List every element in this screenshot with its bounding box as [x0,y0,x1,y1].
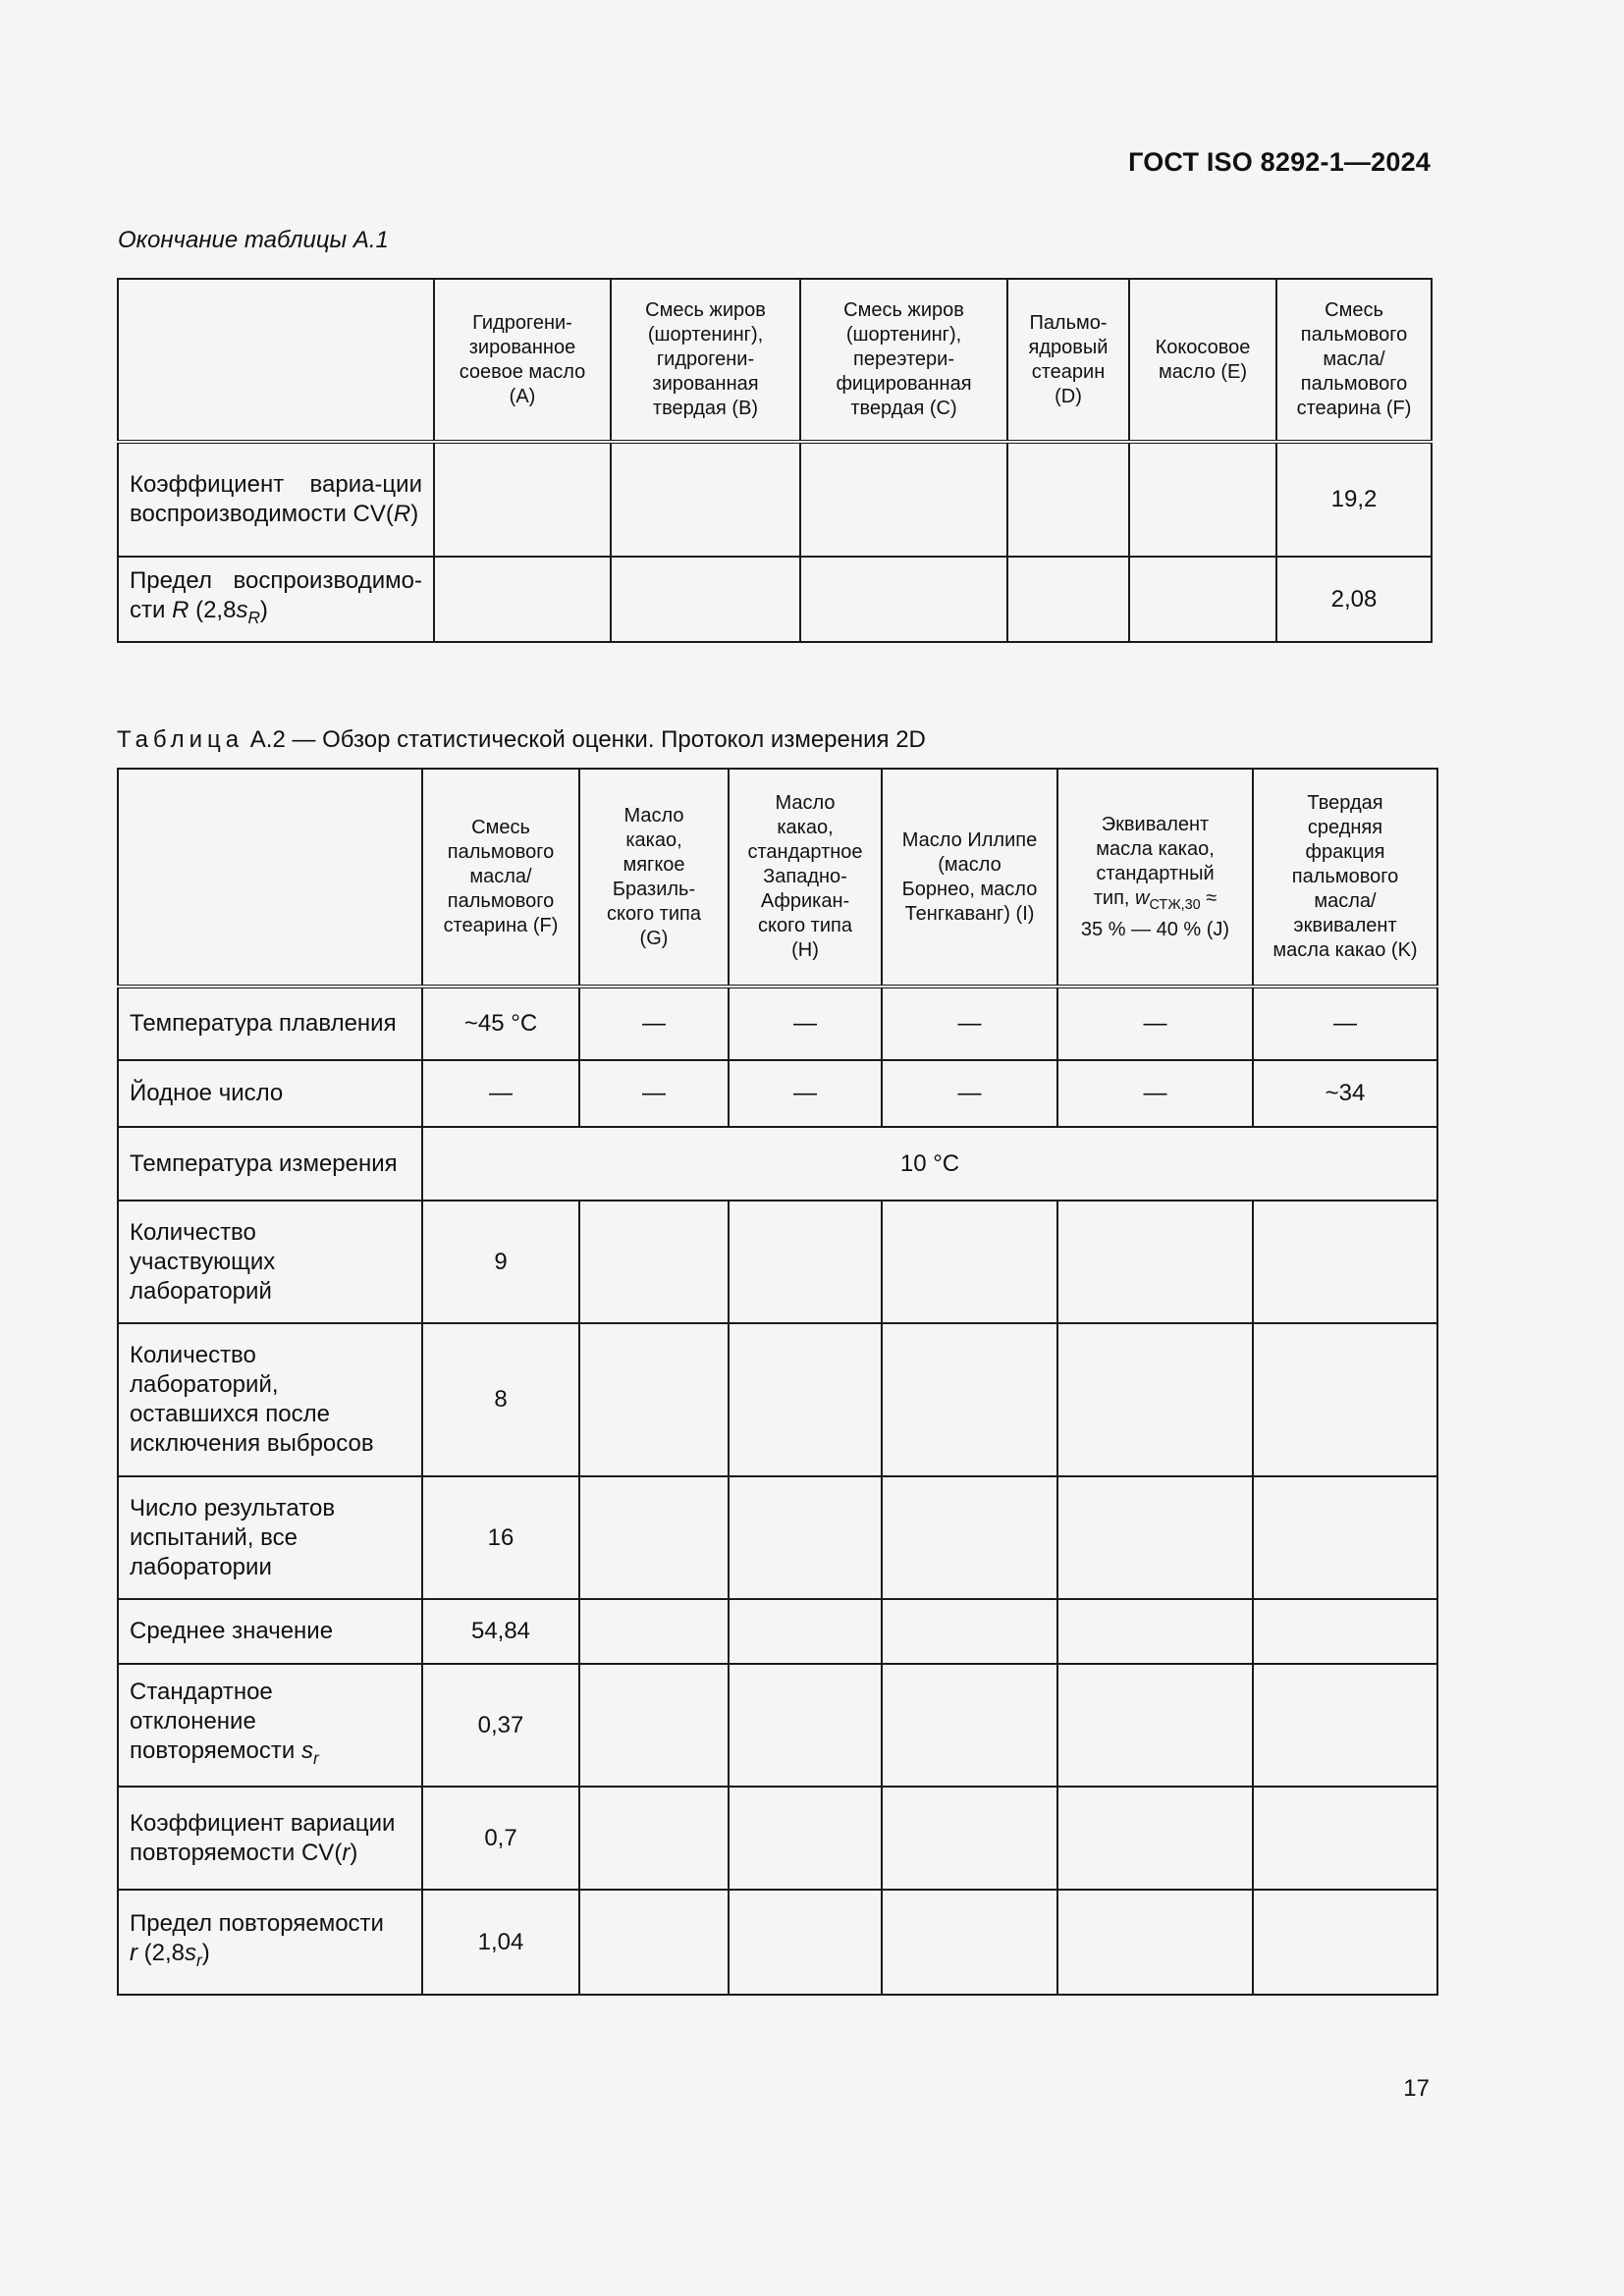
text-fragment: r [342,1839,351,1866]
table-row [118,1787,1437,1890]
table-cell [1276,557,1432,642]
text-fragment: — [1143,1080,1167,1106]
text-fragment: ) [259,597,268,624]
table-a2-caption-text: А.2 — Обзор статистической оценки. Протокол измерения 2D [249,726,926,753]
text-fragment: — [957,1080,982,1106]
table-row [118,1664,1437,1787]
row-label [118,1476,422,1599]
table-cell [729,1787,882,1890]
column-header [118,279,434,442]
text-fragment: Йодное число [130,1080,284,1106]
table-cell [729,1060,882,1127]
column-header [118,769,422,987]
table-cell [882,1599,1057,1664]
table-cell [882,1060,1057,1127]
column-header [1057,769,1253,987]
text-fragment: ≈ 35 % — 40 % (J) [1080,886,1230,940]
text-fragment: (2,8 [189,597,237,624]
text-fragment: Смесь пальмового масла/ пальмового стеарина (F) [443,817,559,936]
table-a2 [117,768,1438,1996]
table-cell [579,1201,729,1323]
table-row [118,442,1432,557]
table-row [118,1201,1437,1323]
text-fragment: Температура плавления [130,1010,397,1037]
table-cell [434,557,611,642]
table-cell [579,987,729,1060]
table-cell [1057,1060,1253,1127]
table-cell [882,1476,1057,1599]
table-cell [729,1476,882,1599]
text-fragment: ) [410,501,419,527]
text-fragment: — [489,1080,513,1106]
table-cell [422,987,579,1060]
table-a1-continuation [117,278,1433,643]
table-cell [1253,1201,1437,1323]
table-cell [422,1787,579,1890]
text-fragment: R [393,501,411,527]
table-cell [1057,1890,1253,1995]
column-header [1276,279,1432,442]
row-label [118,1787,422,1890]
column-header [434,279,611,442]
table-cell [1129,442,1276,557]
table-cell [611,557,800,642]
column-header [611,279,800,442]
column-header [1129,279,1276,442]
text-fragment: ~45 °C [463,1010,538,1037]
text-fragment: Масло какао, стандартное Западно- Африкан- ского типа (H) [747,792,863,961]
row-label [118,557,434,642]
row-label [118,1060,422,1127]
table-cell [729,987,882,1060]
table-header-row [118,769,1437,987]
text-fragment: — [642,1080,666,1106]
table-cell [1007,442,1129,557]
table-cell [1007,557,1129,642]
text-fragment: ~34 [1325,1080,1366,1106]
table-cell [1057,1787,1253,1890]
column-header [1253,769,1437,987]
column-header [579,769,729,987]
row-label [118,1664,422,1787]
text-fragment: Твердая средняя фракция пальмового масла/ эквивалент масла какао (K) [1272,792,1418,961]
text-fragment: 1,04 [477,1928,524,1955]
table-cell [422,1890,579,1995]
text-fragment: — [642,1010,666,1037]
text-fragment: r [312,1747,319,1768]
text-fragment: r [196,1949,202,1970]
text-fragment: Температура измерения [130,1149,398,1177]
text-fragment: Гидрогени- зированное соевое масло (A) [459,311,586,407]
table-cell [1253,1787,1437,1890]
table-cell [579,1787,729,1890]
text-fragment: — [957,1010,982,1037]
text-fragment: — [793,1010,817,1037]
text-fragment: R [172,597,189,624]
table-row [118,1323,1437,1476]
column-header [800,279,1007,442]
table-cell [1057,987,1253,1060]
table-cell [422,1323,579,1476]
table-cell [882,1787,1057,1890]
table-cell [1253,987,1437,1060]
table-cell [1057,1323,1253,1476]
text-fragment: Масло Иллипе (масло Борнео, масло Тенгкаванг) (I) [901,828,1038,925]
text-fragment: Коэффициент вариации повторяемости CV( [130,1809,396,1866]
text-fragment: — [1333,1010,1357,1037]
table-cell [579,1323,729,1476]
text-fragment: 19,2 [1330,486,1378,512]
table-row [118,557,1432,642]
table-cell [422,1599,579,1664]
table-cell [579,1664,729,1787]
table-cell [1253,1890,1437,1995]
row-label [118,1599,422,1664]
text-fragment: r [130,1940,137,1967]
text-fragment: Стандартное отклонение повторяемости [130,1679,296,1765]
column-header [729,769,882,987]
table-row [118,1476,1437,1599]
row-label [118,987,422,1060]
table-cell [1057,1664,1253,1787]
table-cell [800,557,1007,642]
column-header [882,769,1057,987]
text-fragment: R [247,607,260,627]
table-cell [729,1323,882,1476]
text-fragment: Число результатов испытаний, все лаборатории [130,1494,336,1580]
table-cell [579,1060,729,1127]
table-cell [882,1323,1057,1476]
text-fragment: Пальмо- ядровый стеарин (D) [1028,311,1109,407]
text-fragment: Среднее значение [130,1618,334,1644]
text-fragment: — [1143,1010,1167,1037]
table-cell [882,1201,1057,1323]
table-cell [729,1599,882,1664]
table-a2-caption [117,726,926,754]
table-cell [1129,557,1276,642]
text-fragment: Кокосовое масло (E) [1155,336,1251,383]
table-cell [434,442,611,557]
text-fragment: Предел повторяемости [130,1910,384,1938]
table-cell [422,1060,579,1127]
text-fragment: s [236,597,248,624]
column-header [1007,279,1129,442]
table-cell [1253,1664,1437,1787]
merged-value-cell [422,1127,1437,1201]
table-cell [1253,1599,1437,1664]
table-cell [729,1201,882,1323]
text-fragment: s [185,1940,197,1967]
table-cell [422,1476,579,1599]
table-cell [1057,1599,1253,1664]
row-label [118,1323,422,1476]
table-cell [882,1890,1057,1995]
table-a1-continuation-caption: Окончание таблицы А.1 [118,227,389,253]
table-row [118,1060,1437,1127]
row-label [118,1201,422,1323]
text-fragment: Количество участвующих лабораторий [130,1218,276,1305]
table-cell [729,1664,882,1787]
table-cell [882,1664,1057,1787]
table-row [118,1599,1437,1664]
table-row [118,1127,1437,1201]
text-fragment: 10 °C [899,1149,960,1177]
text-fragment: 0,37 [477,1711,524,1738]
document-code: ГОСТ ISO 8292-1—2024 [1128,147,1431,177]
row-label [118,442,434,557]
table-cell [882,987,1057,1060]
text-fragment: Эквивалент масла какао, стандартный тип, [1093,813,1215,909]
table-header-row [118,279,1432,442]
table-cell [800,442,1007,557]
page-number: 17 [1403,2075,1430,2102]
table-cell [579,1599,729,1664]
text-fragment: Коэффициент вариа-ции воспроизводимости CV( [130,471,422,527]
table-cell [422,1201,579,1323]
text-fragment: (2,8 [137,1940,186,1967]
table-cell [1276,442,1432,557]
table-cell [579,1890,729,1995]
text-fragment: ) [201,1940,210,1967]
text-fragment: Масло какао, мягкое Бразиль- ского типа (G) [607,804,701,949]
text-fragment: Количество лабораторий, оставшихся после исключения выбросов [130,1342,374,1457]
text-fragment: ) [350,1839,358,1866]
text-fragment: 16 [487,1523,514,1551]
table-cell [1057,1476,1253,1599]
table-cell [579,1476,729,1599]
table-cell [1057,1201,1253,1323]
table-a2-caption-prefix: Таблица [117,726,244,753]
text-fragment: w [1135,886,1150,909]
text-fragment: Смесь жиров (шортенинг), гидрогени- зированная твердая (B) [645,299,766,419]
column-header [422,769,579,987]
text-fragment: СТЖ,30 [1149,896,1201,913]
text-fragment: Предел воспроизводимо-сти [130,567,422,624]
text-fragment: s [300,1737,313,1765]
row-label [118,1127,422,1201]
text-fragment: 9 [494,1248,508,1275]
table-cell [611,442,800,557]
table-row [118,1890,1437,1995]
text-fragment: — [793,1080,817,1106]
table-cell [1253,1476,1437,1599]
text-fragment: 0,7 [484,1824,517,1851]
table-row [118,987,1437,1060]
text-fragment: 54,84 [470,1618,531,1644]
text-fragment: 8 [494,1386,508,1413]
table-cell [1253,1060,1437,1127]
table-cell [729,1890,882,1995]
text-fragment: 2,08 [1330,585,1378,613]
text-fragment: Смесь пальмового масла/ пальмового стеарина (F) [1296,299,1412,419]
table-cell [1253,1323,1437,1476]
table-cell [422,1664,579,1787]
text-fragment: Смесь жиров (шортенинг), переэтери- фицированная твердая (C) [836,299,972,419]
row-label [118,1890,422,1995]
